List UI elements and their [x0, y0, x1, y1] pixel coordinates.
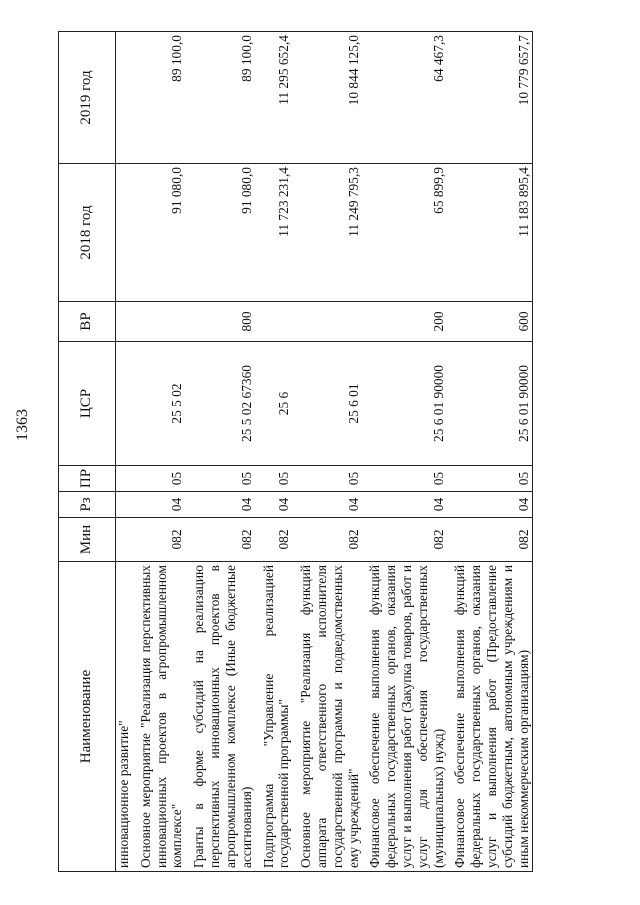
row-csr: 25 6 01 — [292, 342, 361, 466]
row-min: 082 — [255, 518, 293, 562]
table-row — [292, 32, 361, 872]
row-rz: 04 — [132, 492, 185, 518]
row-name: Основное мероприятие "Реализация перспективных инновационных проектов в агропромышленном комплексе" — [132, 562, 185, 872]
row-csr: 25 6 — [255, 342, 293, 466]
header-min: Мин — [59, 518, 116, 562]
header-name: Наименование — [59, 562, 116, 872]
row-2019: 10 844 125,0 — [292, 32, 361, 164]
row-pr: 05 — [361, 466, 446, 492]
header-pr: ПР — [59, 466, 116, 492]
row-2019: 10 779 657,7 — [446, 32, 532, 164]
row-csr: 25 5 02 — [132, 342, 185, 466]
page-number: 1363 — [14, 409, 31, 441]
row-rz: 04 — [292, 492, 361, 518]
header-2019: 2019 год — [59, 32, 116, 164]
row-2018: 91 080,0 — [132, 164, 185, 302]
table-row — [255, 32, 293, 872]
row-name: Подпрограмма "Управление реализацией государственной программы" — [255, 562, 293, 872]
row-rz: 04 — [185, 492, 254, 518]
row-2018: 11 723 231,4 — [255, 164, 293, 302]
table-row — [116, 32, 132, 872]
row-2019: 89 100,0 — [132, 32, 185, 164]
row-vr: 800 — [185, 302, 254, 342]
row-vr — [255, 302, 293, 342]
row-pr: 05 — [292, 466, 361, 492]
row-2018: 91 080,0 — [185, 164, 254, 302]
table-row — [132, 32, 185, 872]
row-2018: 65 899,9 — [361, 164, 446, 302]
row-2018: 11 183 895,4 — [446, 164, 532, 302]
table-row — [185, 32, 254, 872]
header-2018: 2018 год — [59, 164, 116, 302]
row-csr — [116, 342, 132, 466]
row-name: инновационное развитие" — [116, 562, 132, 872]
row-min: 082 — [185, 518, 254, 562]
row-pr: 05 — [255, 466, 293, 492]
table-row — [446, 32, 532, 872]
row-rz: 04 — [361, 492, 446, 518]
row-rz: 04 — [255, 492, 293, 518]
row-pr: 05 — [446, 466, 532, 492]
row-2019 — [116, 32, 132, 164]
row-csr: 25 5 02 67360 — [185, 342, 254, 466]
header-rz: Рз — [59, 492, 116, 518]
row-min: 082 — [292, 518, 361, 562]
row-min: 082 — [446, 518, 532, 562]
row-vr — [132, 302, 185, 342]
row-csr: 25 6 01 90000 — [361, 342, 446, 466]
row-pr — [116, 466, 132, 492]
row-name: Гранты в форме субсидий на реализацию перспективных инновационных проектов в агропромышленном комплексе (Иные бюджетные ассигнования) — [185, 562, 254, 872]
row-name: Основное мероприятие "Реализация функций аппарата ответственного исполнителя государственной программы и подведомственных ему учреждений" — [292, 562, 361, 872]
row-2019: 64 467,3 — [361, 32, 446, 164]
row-2018: 11 249 795,3 — [292, 164, 361, 302]
row-name: Финансовое обеспечение выполнения функций федеральных государственных органов, оказания услуг и выполнения работ (Закупка товаров, работ и услуг для обеспечения государственных (муниципальных) нужд) — [361, 562, 446, 872]
row-rz — [116, 492, 132, 518]
row-min: 082 — [132, 518, 185, 562]
row-vr — [292, 302, 361, 342]
row-min — [116, 518, 132, 562]
row-name: Финансовое обеспечение выполнения функций федеральных государственных органов, оказания услуг и выполнения работ (Предоставление субсидий бюджетным, автономным учреждениям и иным некоммерческим организациям) — [446, 562, 532, 872]
row-2019: 11 295 652,4 — [255, 32, 293, 164]
row-pr: 05 — [132, 466, 185, 492]
row-pr: 05 — [185, 466, 254, 492]
row-min: 082 — [361, 518, 446, 562]
row-2019: 89 100,0 — [185, 32, 254, 164]
table-row — [361, 32, 446, 872]
row-2018 — [116, 164, 132, 302]
table-header-row — [59, 32, 116, 872]
row-csr: 25 6 01 90000 — [446, 342, 532, 466]
row-vr: 600 — [446, 302, 532, 342]
row-rz: 04 — [446, 492, 532, 518]
budget-table — [58, 31, 533, 872]
header-vr: ВР — [59, 302, 116, 342]
header-csr: ЦСР — [59, 342, 116, 466]
row-vr — [116, 302, 132, 342]
row-vr: 200 — [361, 302, 446, 342]
